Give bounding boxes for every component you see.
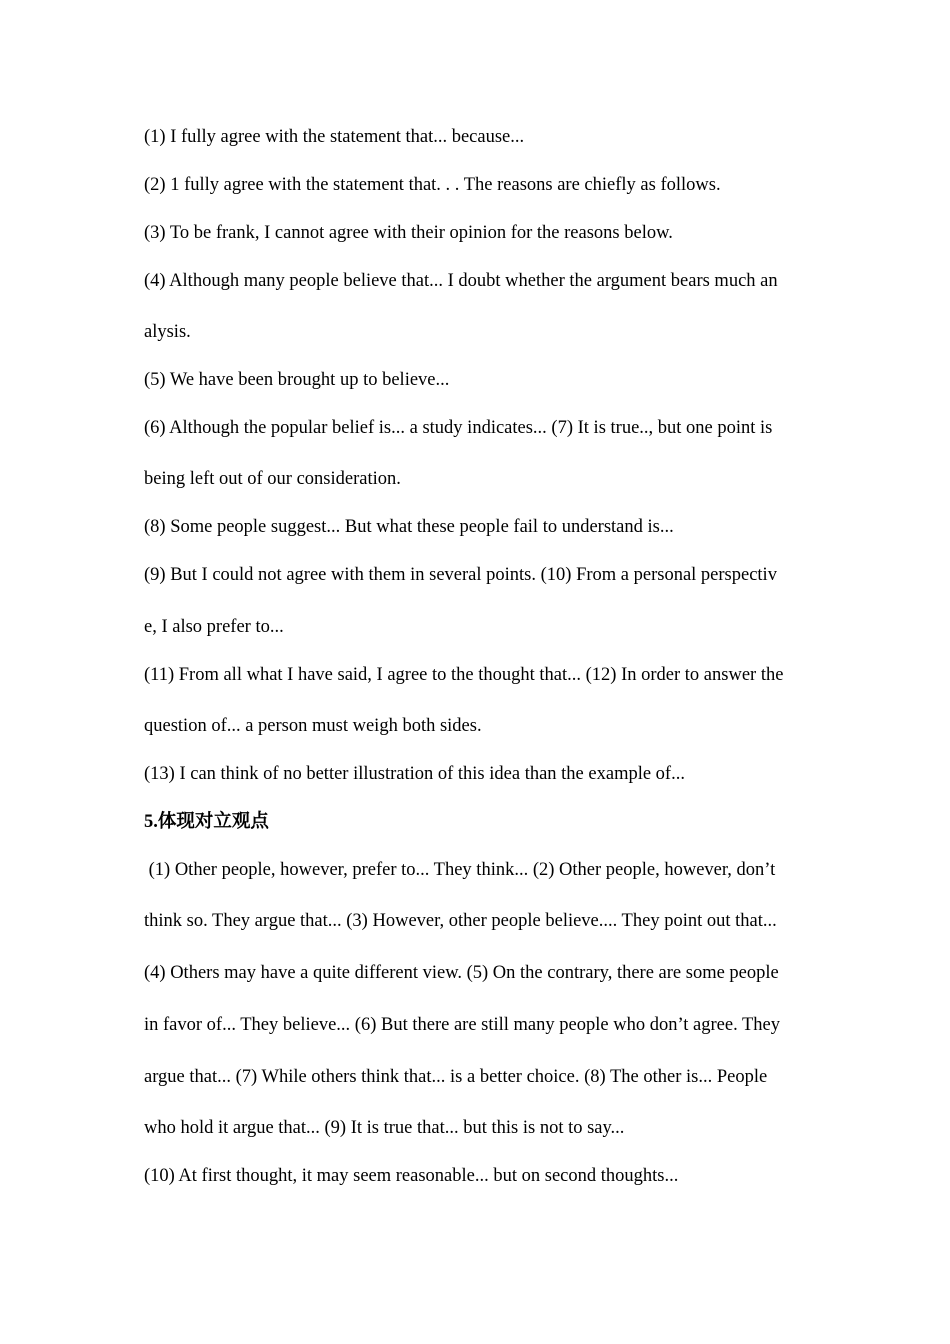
text-line: argue that... (7) While others think that... is a better choice. (8) The other is... People [144, 1067, 768, 1087]
text-line: question of... a person must weigh both sides. [144, 716, 482, 736]
text-line: being left out of our consideration. [144, 469, 401, 489]
text-line: (1) Other people, however, prefer to... They think... (2) Other people, however, don’t [144, 860, 776, 880]
text-line: (11) From all what I have said, I agree to the thought that... (12) In order to answer the [144, 665, 784, 685]
text-line: (2) 1 fully agree with the statement that. . . The reasons are chiefly as follows. [144, 175, 721, 195]
text-line: (4) Although many people believe that... I doubt whether the argument bears much an [144, 271, 778, 291]
text-line: (3) To be frank, I cannot agree with their opinion for the reasons below. [144, 223, 673, 243]
text-line: (8) Some people suggest... But what these people fail to understand is... [144, 517, 674, 537]
text-line: e, I also prefer to... [144, 617, 284, 637]
text-line: (4) Others may have a quite different view. (5) On the contrary, there are some people [144, 963, 779, 983]
text-line: (1) I fully agree with the statement that... because... [144, 127, 525, 147]
text-line: who hold it argue that... (9) It is true that... but this is not to say... [144, 1118, 625, 1138]
text-line: (10) At first thought, it may seem reasonable... but on second thoughts... [144, 1166, 679, 1186]
text-line: (13) I can think of no better illustration of this idea than the example of... [144, 764, 685, 784]
text-line: in favor of... They believe... (6) But there are still many people who don’t agree. They [144, 1015, 781, 1035]
text-line: (5) We have been brought up to believe... [144, 370, 450, 390]
section-heading: 5.体现对立观点 [144, 812, 269, 832]
text-line: (9) But I could not agree with them in several points. (10) From a personal perspectiv [144, 565, 777, 585]
text-line: (6) Although the popular belief is... a study indicates... (7) It is true.., but one point is [144, 418, 773, 438]
text-line: think so. They argue that... (3) However, other people believe.... They point out that... [144, 911, 777, 931]
text-line: alysis. [144, 322, 191, 342]
